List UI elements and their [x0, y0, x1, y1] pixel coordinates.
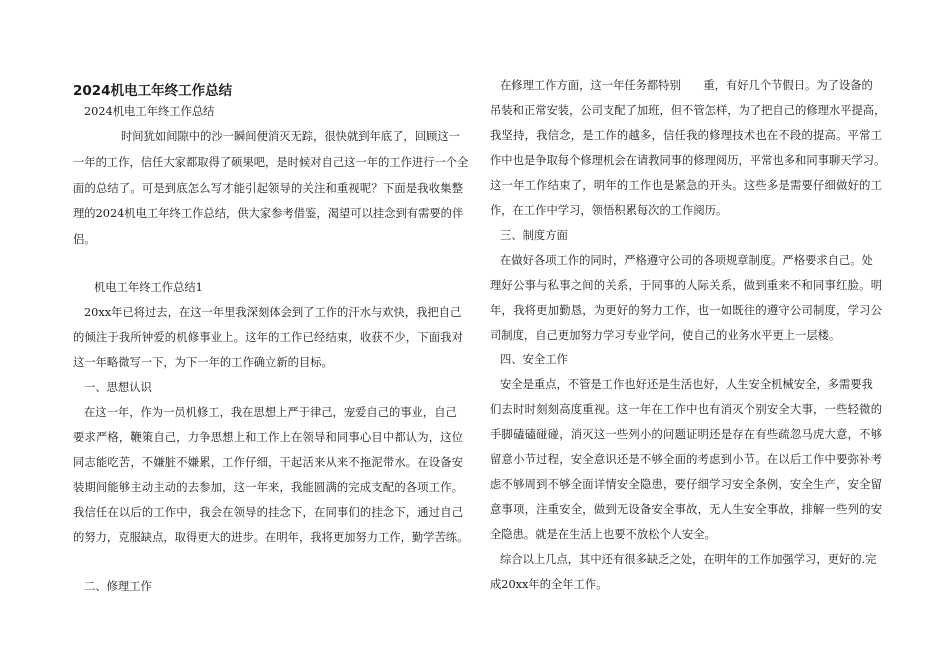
paragraph-line: 装期间能够主动主动的去参加，这一年来，我能圆满的完成支配的各项工作。 — [73, 481, 463, 494]
paragraph-line: 的努力，克服缺点，取得更大的进步。在明年，我将更加努力工作，勤学苦练。 — [73, 531, 469, 544]
paragraph-line: 手脚磕磕碰碰，消灭这一些列小的问题证明还是存在有些疏忽马虎大意，不够 — [490, 428, 882, 441]
paragraph-line: 虑不够周到不够全面详情安全隐患，要仔细学习安全条例，安全生产，安全留 — [490, 478, 882, 491]
paragraph-line: 安全是重点，不管是工作也好还是生活也好，人生安全机械安全，多需要我 — [500, 378, 873, 391]
section-heading-repair: 二、修理工作 — [84, 580, 152, 593]
paragraph-line: 同志能吃苦，不嫌脏不嫌累，工作仔细，干起活来从来不拖泥带水。在设备安 — [73, 456, 463, 469]
section-heading-summary-1: 机电工年终工作总结1 — [94, 281, 203, 294]
paragraph-line: 作，在工作中学习，领悟积累每次的工作阅历。 — [490, 204, 728, 217]
paragraph-line: 意事项，注重安全，做到无设备安全事故，无人生安全事故，排解一些列的安 — [490, 503, 882, 516]
conclusion-line: 综合以上几点，其中还有很多缺乏之处，在明年的工作加强学习，更好的.完 — [500, 553, 877, 566]
paragraph-line: 这一年略微写一下，为下一年的工作确立新的目标。 — [73, 356, 333, 369]
paragraph-line: 要求严格，鞭策自己，力争思想上和工作上在领导和同事心目中都认为，这位 — [73, 431, 463, 444]
paragraph-line: 在修理工作方面，这一年任务都特别 重，有好几个节假日。为了设备的 — [500, 79, 873, 92]
intro-line: 理的2024机电工年终工作总结，供大家参考借鉴，渴望可以挂念到有需要的伴 — [73, 207, 464, 220]
paragraph-line: 作中也是争取每个修理机会在请教同事的修理阅历，平常也多和同事聊天学习。 — [490, 154, 886, 167]
section-heading-rules: 三、制度方面 — [500, 229, 568, 242]
paragraph-line: 我信任在以后的工作中，我会在领导的挂念下，在同事们的挂念下，通过自己 — [73, 506, 463, 519]
paragraph-line: 吊装和正常安装，公司支配了加班，但不管怎样，为了把自己的修理水平提高， — [490, 104, 886, 117]
section-heading-thought: 一、思想认识 — [84, 381, 152, 394]
intro-line: 侣。 — [73, 233, 96, 246]
conclusion-line: 成20xx年的全年工作。 — [490, 578, 608, 591]
paragraph-line: 理好公事与私事之间的关系，于同事的人际关系，做到重来不和同事红脸。明 — [490, 279, 882, 292]
paragraph-line: 我坚持，我信念，是工作的越多，信任我的修理技术也在不段的提高。平常工 — [490, 129, 882, 142]
subtitle-line: 2024机电工年终工作总结 — [84, 105, 215, 118]
paragraph-line: 的倾注于我所钟爱的机修事业上。这年的工作已经结束，收获不少，下面我对 — [73, 331, 463, 344]
paragraph-line: 20xx年已将过去，在这一年里我深刻体会到了工作的汗水与欢快，我把自己 — [84, 306, 462, 319]
paragraph-line: 留意小节过程，安全意识还是不够全面的考虑到小节。在以后工作中要弥补考 — [490, 453, 882, 466]
document-title: 2024机电工年终工作总结 — [73, 83, 233, 99]
intro-line: 时间犹如间隙中的沙一瞬间便消灭无踪，很快就到年底了，回顾这一 — [121, 130, 460, 143]
intro-line: 一年的工作，信任大家都取得了硕果吧，是时候对自己这一年的工作进行一个全 — [73, 156, 469, 169]
paragraph-line: 们去时时刻刻高度重视。这一年在工作中也有消灭个别安全大事，一些轻微的 — [490, 403, 882, 416]
paragraph-line: 年，我将更加勤恳，为更好的努力工作，也一如既往的遵守公司制度，学习公 — [490, 304, 882, 317]
intro-line: 面的总结了。可是到底怎么写才能引起领导的关注和重视呢？下面是我收集整 — [73, 182, 463, 195]
paragraph-line: 司制度，自己更加努力学习专业学问，使自己的业务水平更上一层楼。 — [490, 329, 841, 342]
paragraph-line: 全隐患。就是在生活上也要不放松个人安全。 — [490, 528, 716, 541]
paragraph-line: 在做好各项工作的同时，严格遵守公司的各项规章制度。严格要求自己。处 — [500, 254, 873, 267]
paragraph-line: 在这一年，作为一员机修工，我在思想上严于律己，宠爱自己的事业，自己 — [84, 406, 457, 419]
paragraph-line: 这一年工作结束了，明年的工作也是紧急的开头。这些多是需要仔细做好的工 — [490, 179, 882, 192]
section-heading-safety: 四、安全工作 — [500, 353, 568, 366]
